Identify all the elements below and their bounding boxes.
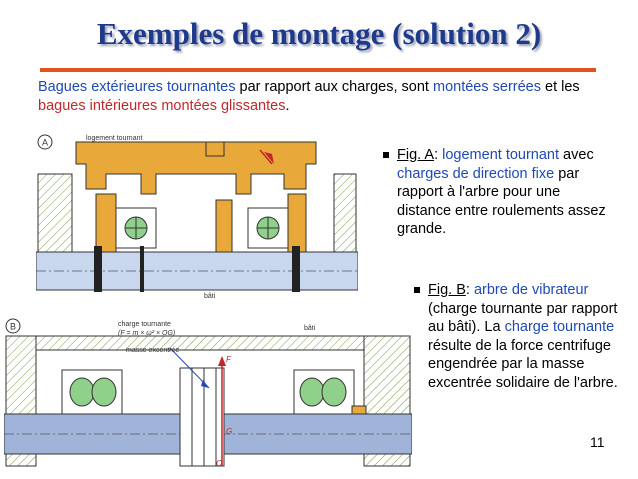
intro-outer-rings: Bagues extérieures tournantes (38, 79, 236, 95)
fig-a-load-direction: charges de direction fixe (397, 165, 555, 182)
figure-b-marker-label: B (9, 321, 17, 332)
fig-a-label: Fig. A (397, 147, 435, 163)
title-underline (40, 68, 596, 72)
title-paren: (solution 2) (392, 16, 542, 51)
page-number: 11 (590, 434, 605, 450)
title-main: Exemples de montage (96, 16, 385, 51)
fig-a-description (397, 146, 607, 239)
figure-b-drawing (4, 318, 412, 470)
label-frame-b: bâti (304, 325, 316, 332)
label-force-f: F (226, 355, 231, 364)
fig-b-vibrator-shaft: arbre de vibrateur (473, 282, 589, 298)
fig-b-text-2: résulte de la force centrifuge engendrée par la masse excentrée solidaire de l'arbre. (428, 337, 618, 391)
frame-right (334, 174, 356, 254)
label-rotating-housing: logement tournant (86, 135, 143, 142)
intro-paragraph (38, 78, 608, 116)
intro-text-3: . (285, 98, 290, 114)
label-rotating-load: charge tournante (118, 321, 171, 328)
label-center-g: G (226, 427, 233, 436)
fig-b-description (428, 281, 628, 392)
frame-left (38, 174, 72, 254)
roller-right-2 (322, 378, 346, 406)
bullet-square-a (383, 152, 389, 158)
roller-left-2 (92, 378, 116, 406)
fig-a-text-1: avec (559, 147, 594, 163)
fig-a-sep: : (434, 147, 443, 163)
intro-inner-rings: bagues intérieures montées glissantes (38, 98, 286, 114)
intro-tight-fit: montées serrées (432, 79, 541, 95)
roller-left-1 (70, 378, 94, 406)
figure-a-drawing (36, 134, 358, 302)
slide-title (0, 16, 638, 52)
figure-a-marker-label: A (41, 137, 49, 148)
fig-a-housing: logement tournant (442, 147, 560, 163)
label-origin-o: O (216, 459, 223, 468)
fig-b-text-1: (charge tournante par rapport au bâti). La (428, 300, 618, 335)
roller-right-1 (300, 378, 324, 406)
label-force-formula: (F = m × ω² × OG) (118, 330, 176, 337)
fig-b-label: Fig. B (428, 282, 466, 298)
eccentric-mass (180, 368, 224, 466)
intro-text-1: par rapport aux charges, sont (235, 79, 433, 95)
bullet-square-b (414, 287, 420, 293)
fig-a-text-2: par rapport à l'arbre pour une distance entre roulements assez grande. (397, 165, 606, 237)
label-frame-a-1: bâti (204, 293, 216, 300)
intro-text-2: et les (540, 79, 580, 95)
label-eccentric-mass: masse excentrée (126, 347, 180, 354)
fig-b-rotating-load: charge tournante (504, 319, 615, 335)
fig-b-sep: : (465, 282, 474, 298)
